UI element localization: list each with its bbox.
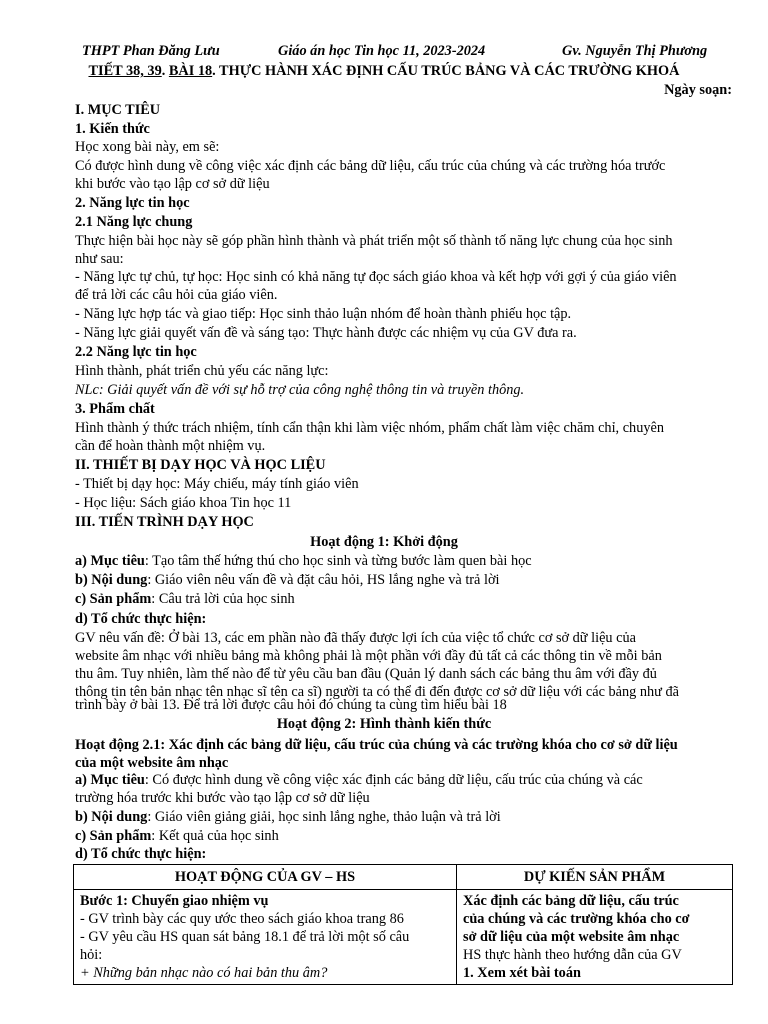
activity1-paragraph-line: trình bày ở bài 13. Để trả lời được câu hỏi đó chúng ta cùng tìm hiểu bài 18 bbox=[75, 697, 507, 713]
activity1-heading: Hoạt động 1: Khởi động bbox=[310, 534, 458, 550]
table-header-cell: HOẠT ĐỘNG CỦA GV – HS bbox=[74, 865, 457, 890]
header-teacher: Gv. Nguyễn Thị Phương bbox=[562, 43, 708, 59]
table-header-cell: DỰ KIẾN SẢN PHẨM bbox=[457, 865, 733, 890]
text-line: như sau: bbox=[75, 251, 124, 267]
step-label: Bước 1: Chuyển giao nhiệm vụ bbox=[80, 893, 269, 909]
section-heading: I. MỤC TIÊU bbox=[75, 102, 161, 118]
expected-product-cell bbox=[457, 890, 733, 985]
text-line: - Năng lực tự chủ, tự học: Học sinh có khả năng tự đọc sách giáo khoa và kết hợp với gợi ý của giáo viên bbox=[75, 269, 677, 285]
text-line: Hình thành, phát triển chủ yếu các năng lực: bbox=[75, 363, 329, 379]
activity2-sub-heading: Hoạt động 2.1: Xác định các bảng dữ liệu, cấu trúc của chúng và các trường khóa cho cơ sở dữ liệu bbox=[75, 737, 678, 753]
table-row bbox=[74, 890, 733, 985]
activity2-content: b) Nội dung: Giáo viên giảng giải, học sinh lắng nghe, thảo luận và trả lời bbox=[75, 809, 501, 825]
step-item: hỏi: bbox=[80, 947, 103, 963]
activity1-organize: d) Tổ chức thực hiện: bbox=[75, 611, 207, 627]
title-lesson: TIẾT 38, 39 bbox=[88, 63, 162, 79]
date-label: Ngày soạn: bbox=[664, 82, 732, 98]
text-line: - Học liệu: Sách giáo khoa Tin học 11 bbox=[75, 495, 292, 511]
activity1-paragraph-line: website âm nhạc với nhiều bảng mà không phải là một phần với đầy đủ tất cả các thông tin về mỗi bản bbox=[75, 648, 662, 664]
step-item: - GV yêu cầu HS quan sát bảng 18.1 để trả lời một số câu bbox=[80, 929, 410, 945]
text-line: Học xong bài này, em sẽ: bbox=[75, 139, 220, 155]
section-heading: II. THIẾT BỊ DẠY HỌC VÀ HỌC LIỆU bbox=[75, 457, 326, 473]
activity1-paragraph-line: GV nêu vấn đề: Ở bài 13, các em phần nào đã thấy được lợi ích của việc tổ chức cơ sở dữ liệu của bbox=[75, 630, 636, 646]
text-line: khi bước vào tạo lập cơ sở dữ liệu bbox=[75, 176, 270, 192]
activity2-goal: a) Mục tiêu: Có được hình dung về công việc xác định các bảng dữ liệu, cấu trúc của chúng và các bbox=[75, 772, 643, 788]
text-line: Hình thành ý thức trách nhiệm, tính cẩn thận khi làm việc nhóm, phẩm chất làm việc chăm chỉ, chuyên bbox=[75, 420, 664, 436]
text-line: - Thiết bị dạy học: Máy chiếu, máy tính giáo viên bbox=[75, 476, 359, 492]
activity-table bbox=[73, 864, 733, 985]
lesson-title bbox=[0, 62, 768, 80]
text-line: Thực hiện bài học này sẽ góp phần hình thành và phát triển một số thành tố năng lực chung của học sinh bbox=[75, 233, 673, 249]
activity1-paragraph-line: thu âm. Tuy nhiên, làm thế nào để từ yêu cầu ban đầu (Quản lý danh sách các bảng thu âm với đầy đủ bbox=[75, 666, 657, 682]
step-item: - GV trình bày các quy ước theo sách giáo khoa trang 86 bbox=[80, 911, 404, 927]
title-rest: . THỰC HÀNH XÁC ĐỊNH CẤU TRÚC BẢNG VÀ CÁC TRƯỜNG KHOÁ bbox=[212, 63, 680, 79]
product-note: HS thực hành theo hướng dẫn của GV bbox=[463, 947, 682, 963]
activity1-product: c) Sản phẩm: Câu trả lời của học sinh bbox=[75, 591, 295, 607]
text-line: để trả lời các câu hỏi của giáo viên. bbox=[75, 287, 278, 303]
activity1-goal: a) Mục tiêu: Tạo tâm thế hứng thú cho học sinh và từng bước làm quen bài học bbox=[75, 553, 532, 569]
activity2-sub-heading: của một website âm nhạc bbox=[75, 755, 229, 771]
activity2-product: c) Sản phẩm: Kết quả của học sinh bbox=[75, 828, 279, 844]
text-line: - Năng lực giải quyết vấn đề và sáng tạo: Thực hành được các nhiệm vụ của GV đưa ra. bbox=[75, 325, 577, 341]
title-sep: . bbox=[161, 63, 169, 79]
text-line: - Năng lực hợp tác và giao tiếp: Học sinh thảo luận nhóm để hoàn thành phiếu học tập. bbox=[75, 306, 572, 322]
step-question: + Những bản nhạc nào có hai bản thu âm? bbox=[80, 965, 328, 981]
activity2-organize: d) Tổ chức thực hiện: bbox=[75, 846, 207, 862]
text-line: cần để hoàn thành một nhiệm vụ. bbox=[75, 438, 266, 454]
product-heading-line: Xác định các bảng dữ liệu, cấu trúc bbox=[463, 893, 679, 909]
activity2-goal-cont: trường hóa trước khi bước vào tạo lập cơ sở dữ liệu bbox=[75, 790, 370, 806]
activity2-heading: Hoạt động 2: Hình thành kiến thức bbox=[276, 716, 492, 732]
subsection-heading: 1. Kiến thức bbox=[75, 121, 150, 137]
subsection-heading: 2.1 Năng lực chung bbox=[75, 214, 193, 230]
teacher-student-cell bbox=[74, 890, 457, 985]
product-heading-line: sở dữ liệu của một website âm nhạc bbox=[463, 929, 680, 945]
product-numbered: 1. Xem xét bài toán bbox=[463, 965, 581, 981]
header-plan: Giáo án học Tin học 11, 2023-2024 bbox=[278, 43, 486, 59]
text-line-italic: NLc: Giải quyết vấn đề với sự hỗ trợ của công nghệ thông tin và truyền thông. bbox=[75, 382, 525, 398]
header-school: THPT Phan Đăng Lưu bbox=[82, 43, 220, 59]
subsection-heading: 2. Năng lực tin học bbox=[75, 195, 190, 211]
activity1-content: b) Nội dung: Giáo viên nêu vấn đề và đặt câu hỏi, HS lắng nghe và trả lời bbox=[75, 572, 500, 588]
text-line: Có được hình dung về công việc xác định các bảng dữ liệu, cấu trúc của chúng và các trường hóa trước bbox=[75, 158, 666, 174]
product-heading-line: của chúng và các trường khóa cho cơ bbox=[463, 911, 690, 927]
activity1-paragraph-line: thông tin tên bản nhạc tên nhạc sĩ tên ca sĩ) người ta có thể đi đến được cơ sở dữ liệu với các bảng như đã bbox=[75, 684, 679, 700]
section-heading: III. TIẾN TRÌNH DẠY HỌC bbox=[75, 514, 254, 530]
subsection-heading: 3. Phẩm chất bbox=[75, 401, 155, 417]
table-header-row bbox=[74, 865, 733, 890]
subsection-heading: 2.2 Năng lực tin học bbox=[75, 344, 197, 360]
title-bai: BÀI 18 bbox=[168, 63, 213, 79]
